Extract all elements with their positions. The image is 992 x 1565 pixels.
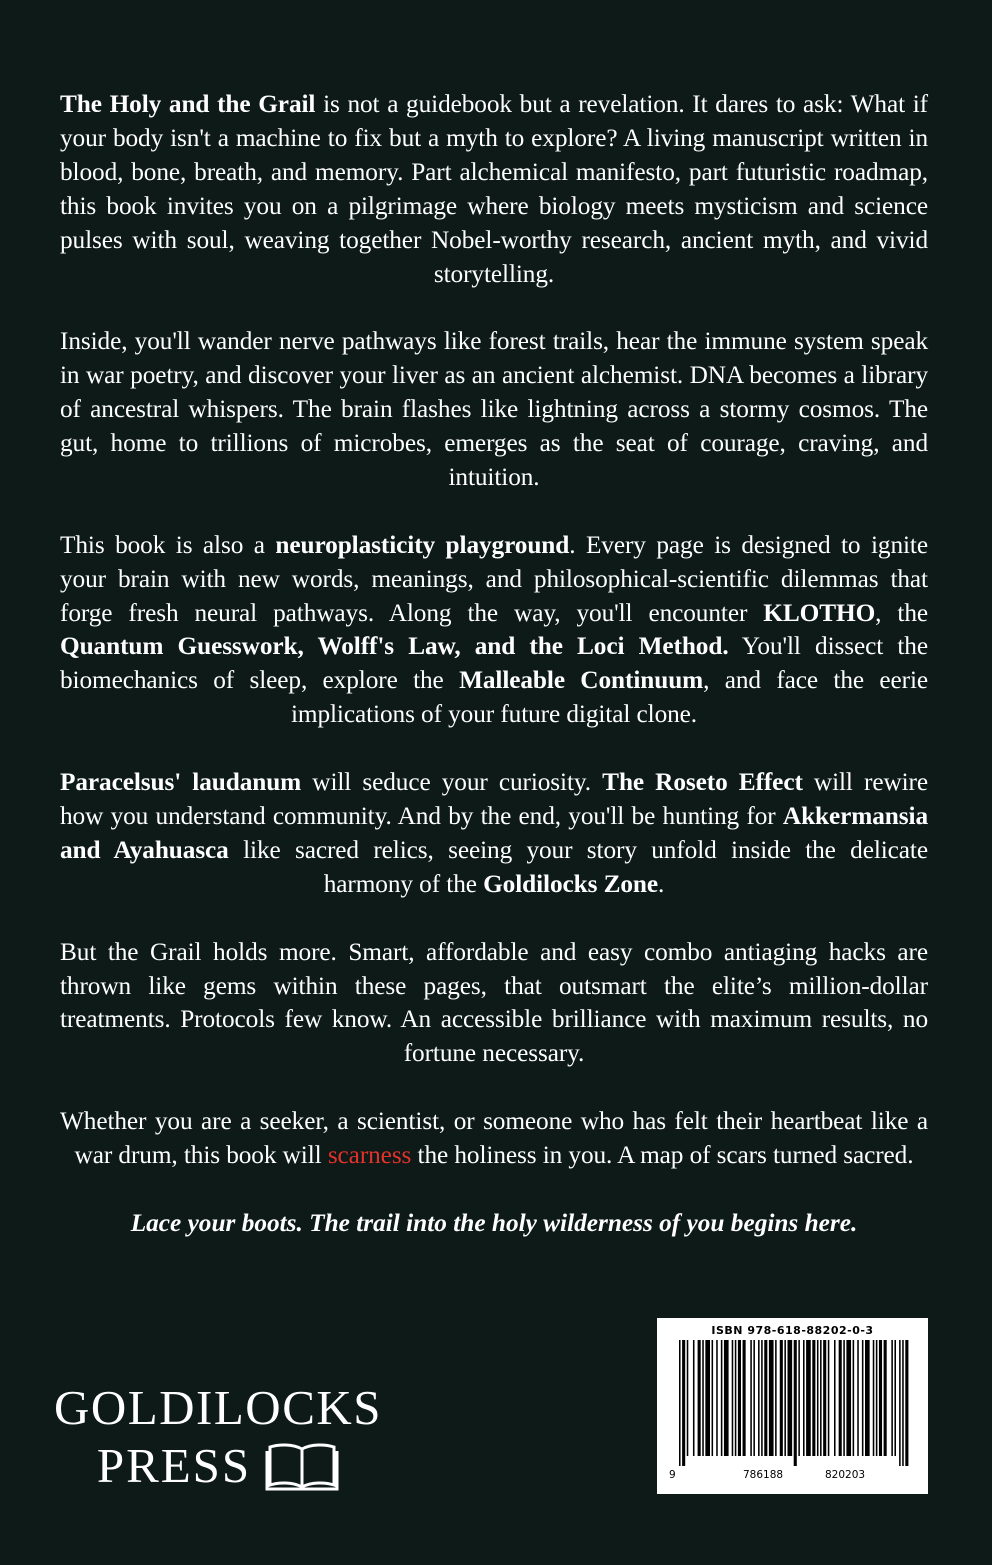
- barcode-bar: [894, 1340, 896, 1456]
- barcode-bar: [761, 1340, 763, 1456]
- barcode-bar: [721, 1340, 723, 1456]
- barcode-bar: [679, 1340, 681, 1466]
- paragraph-inside: [60, 325, 928, 495]
- publisher-name-line2: PRESS: [96, 1438, 252, 1493]
- barcode-bar: [843, 1340, 845, 1456]
- text-run: This book is also a: [60, 530, 276, 559]
- barcode-digit-prefix: 9: [669, 1469, 676, 1481]
- barcode-bar: [834, 1340, 836, 1456]
- barcode-bar: [750, 1340, 752, 1456]
- paragraph-paracelsus: [60, 766, 928, 902]
- barcode-bar: [788, 1340, 793, 1456]
- publisher-logo: [28, 1380, 408, 1494]
- barcode-bar: [853, 1340, 855, 1456]
- barcode-bar: [794, 1340, 797, 1466]
- bold-phrase: The Holy and the Grail: [60, 90, 316, 118]
- barcode-bar: [899, 1340, 901, 1466]
- publisher-line2: [28, 1438, 408, 1494]
- open-book-icon: [265, 1441, 339, 1491]
- text-run: the holiness in you. A map of scars turned sacred.: [411, 1141, 914, 1170]
- barcode-bar: [905, 1340, 908, 1466]
- text-run: But the Grail holds more. Smart, affordable and easy combo antiaging hacks are thrown like gems within these pages, that outsmart the elite’s million-dollar treatments. Protocols few know. An accessible brilliance with maximum results, no fortune necessary.: [60, 937, 928, 1068]
- bold-phrase: neuroplasticity playground: [275, 530, 570, 559]
- barcode-bar: [724, 1340, 729, 1456]
- barcode-bar: [828, 1340, 830, 1456]
- barcode-bar: [716, 1340, 718, 1456]
- bold-phrase: Quantum Guesswork, Wolff's Law, and the Loci Method.: [60, 632, 729, 661]
- barcode-bar: [884, 1340, 887, 1456]
- barcode-bar: [891, 1340, 893, 1456]
- barcode-bar: [738, 1340, 741, 1456]
- barcode-bar: [784, 1340, 786, 1456]
- barcode-bar: [857, 1340, 859, 1456]
- barcode-bar: [735, 1340, 737, 1456]
- bold-phrase: The Roseto Effect: [602, 768, 803, 797]
- paragraph-intro: [60, 88, 928, 291]
- tagline: Lace your boots. The trail into the holy wilderness of you begins here.: [130, 1208, 858, 1237]
- barcode-bar: [743, 1340, 746, 1456]
- barcode-bar: [823, 1340, 826, 1456]
- barcode-bar: [862, 1340, 864, 1456]
- barcode-bar: [769, 1340, 774, 1456]
- barcode-bar: [806, 1340, 811, 1456]
- text-run: , the: [875, 598, 928, 627]
- barcode-bar: [775, 1340, 777, 1456]
- bold-phrase: Goldilocks Zone: [483, 869, 659, 898]
- barcode-bars: [675, 1340, 911, 1466]
- paragraph-neuroplasticity: [60, 529, 928, 732]
- barcode-bar: [780, 1340, 783, 1456]
- back-cover-text: [60, 88, 928, 1241]
- isbn-barcode: [657, 1318, 928, 1494]
- paragraph-grail-hacks: [60, 936, 928, 1072]
- barcode-bar: [687, 1340, 689, 1456]
- barcode-bar: [812, 1340, 815, 1456]
- barcode-bar: [702, 1340, 704, 1456]
- barcode-bar: [839, 1340, 842, 1456]
- text-run: like sacred relics, seeing your story unfold inside the delicate harmony of the: [228, 835, 928, 898]
- text-run: Inside, you'll wander nerve pathways like forest trails, hear the immune system speak in war poetry, and discover your liver as an ancient alchemist. DNA becomes a library of ancestral whispers. The brain flashes like lightning across a stormy cosmos. The gut, home to trillions of microbes, emerges as the seat of courage, craving, and intuition.: [60, 327, 928, 491]
- barcode-bar: [732, 1340, 734, 1456]
- barcode-bar: [764, 1340, 767, 1456]
- barcode-bar: [682, 1340, 685, 1466]
- text-run: You'll dissect the biomechanics of sleep, explore the: [60, 632, 928, 695]
- text-run: will rewire how you understand community. And by the end, you'll be hunting for: [60, 768, 928, 830]
- barcode-bar: [846, 1340, 851, 1456]
- bold-phrase: Paracelsus' laudanum: [60, 768, 302, 797]
- barcode-bar: [803, 1340, 805, 1456]
- barcode-bar: [865, 1340, 870, 1456]
- barcode-digit-left: 786188: [743, 1469, 784, 1481]
- paragraph-seeker: [60, 1105, 928, 1173]
- barcode-bar: [873, 1340, 875, 1456]
- barcode-bar: [820, 1340, 822, 1456]
- text-run: will seduce your curiosity.: [301, 768, 603, 797]
- barcode-bar: [798, 1340, 800, 1456]
- barcode-bar: [902, 1340, 904, 1466]
- barcode-bar: [705, 1340, 710, 1456]
- bold-phrase: Akkermansia and Ayahuasca: [60, 801, 928, 864]
- bold-phrase: Malleable Continuum: [459, 666, 704, 695]
- text-run: .: [658, 869, 665, 898]
- text-run: , and face the eerie implications of your future digital clone.: [290, 666, 929, 729]
- barcode-bar: [879, 1340, 882, 1456]
- highlight-word: scarness: [327, 1141, 412, 1170]
- text-run: is not a guidebook but a revelation. It dares to ask: What if your body isn't a machine to fix but a myth to explore? A living manuscript written in blood, bone, breath, and memory. Part alchemical manifesto, part futuristic roadmap, this book invites you on a pilgrimage where biology meets mysticism and science pulses with soul, weaving together Nobel-worthy research, ancient myth, and vivid storytelling.: [60, 90, 929, 288]
- barcode-bar: [753, 1340, 755, 1456]
- publisher-name-line1: GOLDILOCKS: [53, 1380, 383, 1435]
- barcode-bar: [712, 1340, 714, 1456]
- barcode-bar: [758, 1340, 760, 1456]
- barcode-bar: [693, 1340, 695, 1456]
- barcode-bar: [698, 1340, 701, 1456]
- text-run: . Every page is designed to ignite your brain with new words, meanings, and philosophical-scientific dilemmas that forge fresh neural pathways. Along the way, you'll encounter: [60, 530, 928, 627]
- barcode-bar: [817, 1340, 819, 1456]
- barcode-bar: [876, 1340, 878, 1456]
- isbn-label: ISBN 978-618-88202-0-3: [711, 1324, 874, 1337]
- text-run: Whether you are a seeker, a scientist, or someone who has felt their heartbeat like a war drum, this book will: [60, 1107, 928, 1170]
- bold-phrase: KLOTHO: [763, 598, 876, 627]
- barcode-digit-right: 820203: [825, 1469, 866, 1481]
